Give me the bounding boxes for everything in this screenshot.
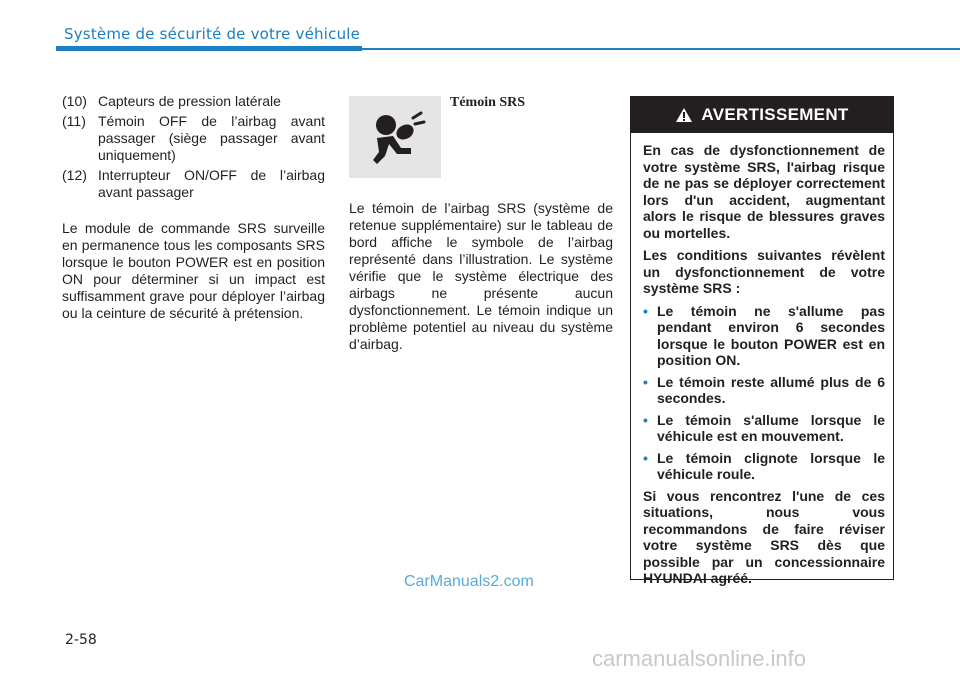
header-rule-thick — [56, 46, 362, 51]
list-item-text: Interrupteur ON/OFF de l’airbag avant passager — [98, 167, 325, 200]
list-item — [62, 93, 325, 110]
warning-conditions: Les conditions suivantes révèlent un dysfonctionnement de votre système SRS : — [643, 247, 885, 296]
warning-bullet — [643, 412, 885, 445]
list-item-text: Capteurs de pression latérale — [98, 93, 281, 109]
srs-indicator-heading: Témoin SRS — [450, 95, 526, 110]
watermark-footer: carmanualsonline.info — [592, 646, 807, 671]
warning-bullet — [643, 450, 885, 483]
section-header-title: Système de sécurité de votre véhicule — [64, 25, 361, 43]
warning-body — [631, 133, 893, 587]
warning-bullet — [643, 374, 885, 407]
warning-intro: En cas de dysfonctionnement de votre système SRS, l'airbag risque de ne pas se déployer correctement lors d'un accident, augmentant alors le risque de blessures graves ou mortelles. — [643, 142, 885, 241]
srs-module-paragraph: Le module de commande SRS surveille en permanence tous les composants SRS lorsque le bouton POWER est en position ON pour déterminer si un impact est suffisamment grave pour déployer l’airbag ou la ceinture de sécurité à prétension. — [62, 220, 325, 321]
warning-title: AVERTISSEMENT — [701, 105, 849, 124]
list-item-number: (12) — [62, 167, 87, 183]
warning-bullet — [643, 303, 885, 369]
warning-bullet-text: Le témoin s'allume lorsque le véhicule est en mouvement. — [657, 411, 885, 444]
warning-triangle-icon — [675, 107, 693, 123]
page-number: 2-58 — [65, 632, 97, 648]
warning-bullet-text: Le témoin reste allumé plus de 6 secondes. — [657, 373, 885, 406]
warning-header — [631, 97, 893, 133]
list-item — [62, 113, 325, 164]
bullet-icon: • — [643, 302, 648, 319]
warning-bullet-text: Le témoin ne s'allume pas pendant environ 6 secondes lorsque le bouton POWER est en position ON. — [657, 302, 885, 368]
list-item-number: (10) — [62, 93, 87, 109]
bullet-icon: • — [643, 449, 648, 466]
bullet-icon: • — [643, 373, 648, 390]
watermark-link[interactable]: CarManuals2.com — [404, 573, 534, 590]
warning-closing: Si vous rencontrez l'une de ces situations, nous vous recommandons de faire réviser votre système SRS dès que possible par un concessionnaire HYUNDAI agréé. — [643, 487, 885, 586]
list-item-text: Témoin OFF de l’airbag avant passager (siège passager avant uniquement) — [98, 113, 325, 163]
bullet-icon: • — [643, 411, 648, 428]
srs-indicator-paragraph: Le témoin de l’airbag SRS (système de retenue supplémentaire) sur le tableau de bord affiche le symbole de l’airbag représenté dans l’illustration. Le système vérifie que le système électrique des airbags ne présente aucun dysfonctionnement. Le témoin indique un problème potentiel au niveau du système d’airbag. — [349, 200, 613, 352]
list-item-number: (11) — [62, 113, 86, 129]
airbag-warning-icon — [349, 96, 441, 178]
left-column — [62, 93, 325, 322]
header-rule-thin — [362, 48, 960, 50]
list-item — [62, 167, 325, 201]
warning-box — [630, 96, 894, 586]
warning-bullet-text: Le témoin clignote lorsque le véhicule roule. — [657, 449, 885, 482]
